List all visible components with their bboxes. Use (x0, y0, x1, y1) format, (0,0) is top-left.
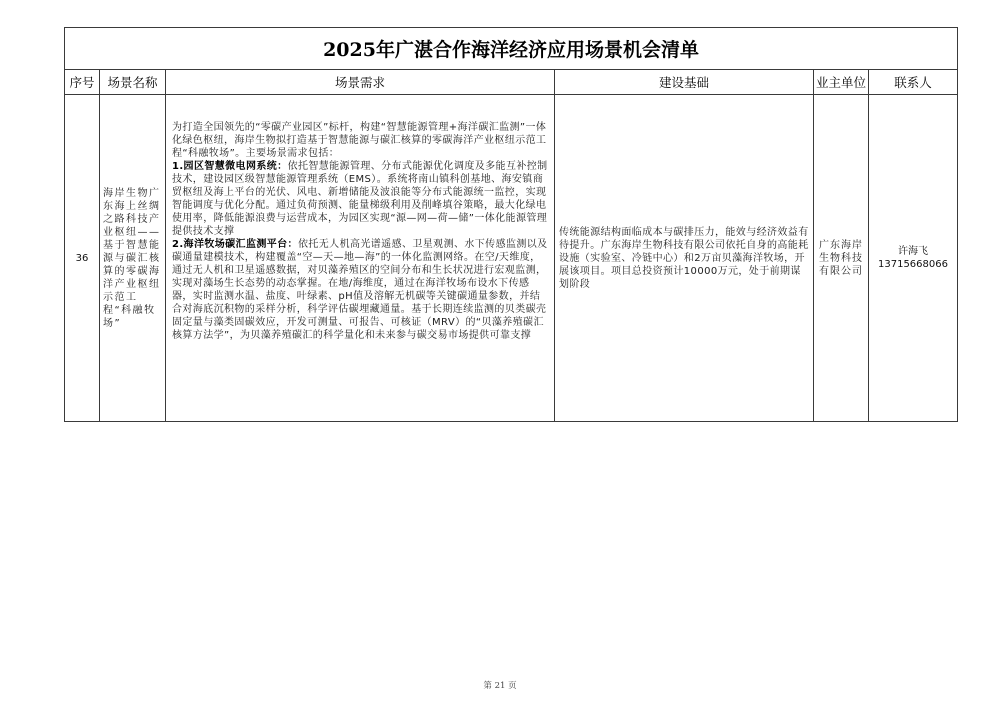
header-contact: 联系人 (869, 70, 958, 95)
table-row (65, 95, 958, 422)
cell-basis: 传统能源结构面临成本与碳排压力，能效与经济效益有待提升。广东海岸生物科技有限公司依托自身的高能耗设施（实验室、冷链中心）和2万亩贝藻海洋牧场，开展该项目。项目总投资预计10000万元，处于前期谋划阶段 (555, 95, 814, 422)
cell-contact (869, 95, 958, 422)
need-item-1-title: 1.园区智慧微电网系统： (172, 161, 288, 172)
page-number: 第 21 页 (483, 681, 517, 691)
opportunity-list-table (64, 27, 958, 422)
cell-scene-need (166, 95, 555, 422)
need-item-2 (172, 238, 548, 342)
header-index: 序号 (65, 70, 100, 95)
table-header-row (65, 70, 958, 95)
header-scene-name: 场景名称 (100, 70, 166, 95)
need-intro: 为打造全国领先的“零碳产业园区”标杆，构建“智慧能源管理+海洋碳汇监测”一体化绿色枢纽，海岸生物拟打造基于智慧能源与碳汇核算的零碳海洋产业枢纽示范工程“科融牧场”。主要场景需求包括： (172, 122, 547, 159)
header-owner: 业主单位 (814, 70, 869, 95)
need-item-1-body: 依托智慧能源管理、分布式能源优化调度及多能互补控制技术，建设园区级智慧能源管理系统（EMS）。系统将南山镇科创基地、海安镇商贸枢纽及海上平台的光伏、风电、新增储能及波浪能等分布式能源统一监控，实现智能调度与优化分配。通过负荷预测、能量梯级利用及削峰填谷策略，最大化绿电使用率，降低能源浪费与运营成本，为园区实现“源—网—荷—储”一体化能源管理提供技术支撑 (172, 161, 548, 237)
contact-phone: 13715668066 (878, 259, 948, 270)
cell-index: 36 (65, 95, 100, 422)
need-item-1 (172, 160, 548, 238)
header-basis: 建设基础 (555, 70, 814, 95)
need-item-2-title: 2.海洋牧场碳汇监测平台： (172, 239, 298, 250)
need-item-2-body: 依托无人机高光谱遥感、卫星观测、水下传感监测以及碳通量建模技术，构建覆盖“空—天—地—海”的一体化监测网络。在空/天维度，通过无人机和卫星遥感数据，对贝藻养殖区的空间分布和生长状况进行宏观监测，实现对藻场生长态势的动态掌握。在地/海维度，通过在海洋牧场布设水下传感器，实时监测水温、盐度、叶绿素、pH值及溶解无机碳等关键碳通量参数，并结合对海底沉积物的采样分析，科学评估碳埋藏通量。基于长期连续监测的贝类碳壳固定量与藻类固碳效应，开发可测量、可报告、可核证（MRV）的“贝藻养殖碳汇核算方法学”，为贝藻养殖碳汇的科学量化和未来参与碳交易市场提供可靠支撑 (172, 239, 548, 341)
cell-owner: 广东海岸生物科技有限公司 (814, 95, 869, 422)
document-title: 2025年广湛合作海洋经济应用场景机会清单 (65, 28, 958, 70)
cell-scene-name: 海岸生物广东海上丝绸之路科技产业枢纽——基于智慧能源与碳汇核算的零碳海洋产业枢纽示范工程“科融牧场” (100, 95, 166, 422)
header-scene-need: 场景需求 (166, 70, 555, 95)
contact-name: 许海飞 (898, 246, 928, 257)
